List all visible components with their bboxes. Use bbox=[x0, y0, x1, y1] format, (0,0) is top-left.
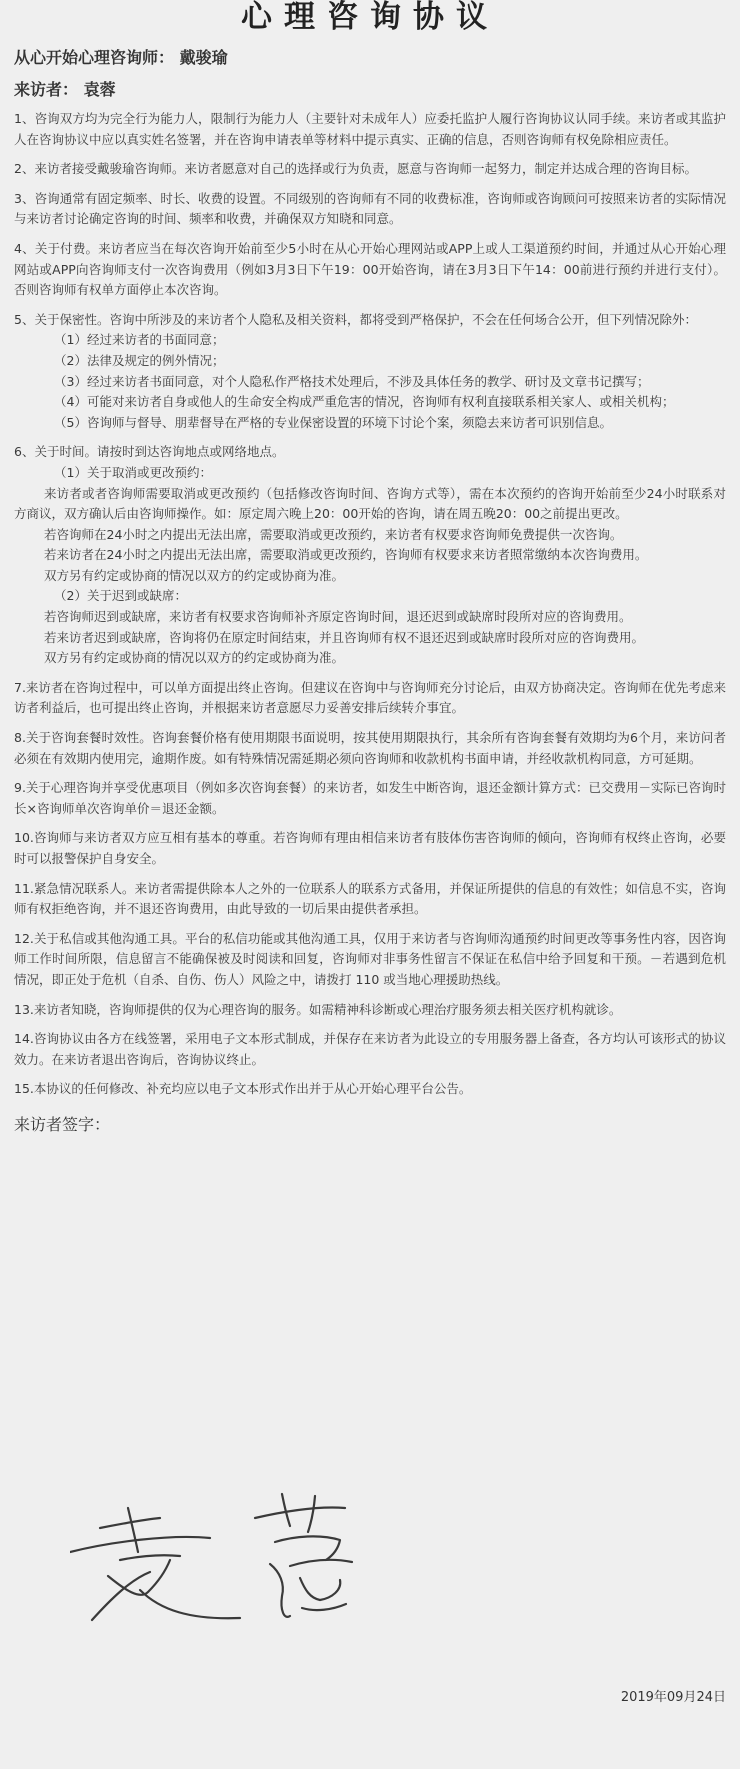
clause-text: 15.本协议的任何修改、补充均应以电子文本形式作出并于从心开始心理平台公告。 bbox=[14, 1081, 472, 1097]
clause-gap bbox=[14, 1020, 726, 1029]
clause-gap bbox=[14, 769, 726, 778]
page-title: 心理咨询协议 bbox=[241, 0, 499, 35]
clause-text: 1、咨询双方均为完全行为能力人，限制行为能力人（主要针对未成年人）应委托监护人履行咨询协议认同手续。来访者或其监护人在咨询协议中应以真实姓名签署，并在咨询申请表单等材料中提示真实、正确的信息，否则咨询师有权免除相应责任。 bbox=[14, 111, 726, 147]
clause-1 bbox=[14, 109, 726, 150]
clause-gap bbox=[14, 1070, 726, 1079]
clause-11 bbox=[14, 879, 726, 920]
clause-subitem: （2）关于迟到或缺席： bbox=[54, 588, 187, 604]
clause-text: 3、咨询通常有固定频率、时长、收费的设置。不同级别的咨询师有不同的收费标准，咨询师或咨询顾问可按照来访者的实际情况与来访者讨论确定咨询的时间、频率和收费，并确保双方知晓和同意。 bbox=[14, 190, 726, 227]
clause-text: 9.关于心理咨询并享受优惠项目（例如多次咨询套餐）的来访者，如发生中断咨询，退还金额计算方式：已交费用－实际已咨询时长×咨询师单次咨询单价＝退还金额。 bbox=[14, 780, 726, 816]
clause-3 bbox=[14, 189, 726, 230]
clause-text: 12.关于私信或其他沟通工具。平台的私信功能或其他沟通工具，仅用于来访者与咨询师沟通预约时间更改等事务性内容，因咨询师工作时间所限，信息留言不能确保被及时阅读和回复，咨询师对非事务性留言不保证在私信中给予回复和干预。－若遇到危机情况，即正处于危机（自杀、自伤、伤人）风险之中，请拨打 110 或当地心理援助热线。 bbox=[14, 930, 726, 987]
clause-text: 5、关于保密性。咨询中所涉及的来访者个人隐私及相关资料，都将受到严格保护，不会在任何场合公开，但下列情况除外： bbox=[14, 311, 697, 327]
clause-text: 10.咨询师与来访者双方应互相有基本的尊重。若咨询师有理由相信来访者有肢体伤害咨询师的倾向，咨询师有权终止咨询，必要时可以报警保护自身安全。 bbox=[14, 830, 726, 866]
clause-gap bbox=[14, 150, 726, 159]
signature-label: 来访者签字： bbox=[14, 1114, 111, 1134]
clause-gap bbox=[14, 991, 726, 1000]
clause-gap bbox=[14, 433, 726, 442]
clause-text: 2、来访者接受戴骏瑜咨询师。来访者愿意对自己的选择或行为负责，愿意与咨询师一起努力，制定并达成合理的咨询目标。 bbox=[14, 161, 697, 177]
clause-text: 11.紧急情况联系人。来访者需提供除本人之外的一位联系人的联系方式备用，并保证所提供的信息的有效性；如信息不实，咨询师有权拒绝咨询，并不退还咨询费用，由此导致的一切后果由提供者承担。 bbox=[14, 880, 726, 917]
clause-text: 14.咨询协议由各方在线签署，采用电子文本形式制成，并保存在来访者为此设立的专用服务器上备查，各方均认可该形式的协议效力。在来访者退出咨询后，咨询协议终止。 bbox=[14, 1031, 726, 1067]
clause-gap bbox=[14, 100, 726, 109]
clause-6 bbox=[14, 442, 726, 669]
clause-gap bbox=[14, 669, 726, 678]
clause-subitem: 若来访者在24小时之内提出无法出席，需要取消或更改预约，咨询师有权要求来访者照常缴纳本次咨询费用。 bbox=[44, 547, 648, 563]
clause-gap bbox=[14, 920, 726, 929]
signing-date: 2019年09月24日 bbox=[620, 1690, 726, 1705]
clause-4 bbox=[14, 239, 726, 301]
client-line: 来访者： 袁蓉 bbox=[14, 80, 116, 99]
counselor-line: 从心开始心理咨询师： 戴骏瑜 bbox=[14, 48, 228, 67]
clause-5 bbox=[14, 310, 726, 434]
clause-subitem: 若咨询师迟到或缺席，来访者有权要求咨询师补齐原定咨询时间，退还迟到或缺席时段所对应的咨询费用。 bbox=[44, 609, 632, 625]
clause-subitem: （4）可能对来访者自身或他人的生命安全构成严重危害的情况，咨询师有权利直接联系相关家人、或相关机构； bbox=[54, 394, 675, 410]
clause-subitem: 双方另有约定或协商的情况以双方的约定或协商为准。 bbox=[44, 650, 345, 666]
clause-gap bbox=[14, 230, 726, 239]
clause-7 bbox=[14, 678, 726, 719]
clause-15 bbox=[14, 1079, 726, 1100]
clause-gap bbox=[14, 301, 726, 310]
clause-text: 13.来访者知晓，咨询师提供的仅为心理咨询的服务。如需精神科诊断或心理治疗服务须去相关医疗机构就诊。 bbox=[14, 1001, 622, 1017]
clause-subitem: （1）经过来访者的书面同意； bbox=[54, 332, 225, 348]
clause-subitem: 若来访者迟到或缺席，咨询将仍在原定时间结束，并且咨询师有权不退还迟到或缺席时段所对应的咨询费用。 bbox=[44, 629, 645, 645]
clause-text: 4、关于付费。来访者应当在每次咨询开始前至少5小时在从心开始心理网站或APP上或人工渠道预约时间，并通过从心开始心理网站或APP向咨询师支付一次咨询费用（例如3月3日下午19：00开始咨询，请在3月3日下午14：00前进行预约并进行支付）。否则咨询师有权单方面停止本次咨询。 bbox=[14, 240, 726, 298]
clause-13 bbox=[14, 1000, 726, 1021]
clause-12 bbox=[14, 929, 726, 991]
clause-subitem: （1）关于取消或更改预约： bbox=[54, 464, 212, 480]
clause-gap bbox=[14, 819, 726, 828]
clause-subitem: 若咨询师在24小时之内提出无法出席，需要取消或更改预约，来访者有权要求咨询师免费提供一次咨询。 bbox=[44, 526, 623, 542]
clause-8 bbox=[14, 728, 726, 769]
clause-text: 8.关于咨询套餐时效性。咨询套餐价格有使用期限书面说明，按其使用期限执行，其余所有咨询套餐有效期均为6个月，来访问者必须在有效期内使用完，逾期作废。如有特殊情况需延期必须向咨询师和收款机构书面申请，并经收款机构同意，方可延期。 bbox=[14, 730, 726, 766]
agreement-clauses bbox=[14, 100, 726, 1100]
clause-9 bbox=[14, 778, 726, 819]
clause-subitem: 来访者或者咨询师需要取消或更改预约（包括修改咨询时间、咨询方式等），需在本次预约的咨询开始前至少24小时联系对方商议，双方确认后由咨询师操作。如：原定周六晚上20：00开始的咨询，请在周五晚20：00之前提出更改。 bbox=[14, 485, 726, 522]
clause-text: 7.来访者在咨询过程中，可以单方面提出终止咨询。但建议在咨询中与咨询师充分讨论后，由双方协商决定。咨询师在优先考虑来访者利益后，也可提出终止咨询，并根据来访者意愿尽力妥善安排后续转介事宜。 bbox=[14, 679, 726, 716]
clause-subitem: （3）经过来访者书面同意，对个人隐私作严格技术处理后，不涉及具体任务的教学、研讨及文章书记撰写； bbox=[54, 373, 650, 389]
signature-text: 袁蓉 bbox=[70, 1480, 72, 1481]
clause-10 bbox=[14, 828, 726, 869]
clause-subitem: 双方另有约定或协商的情况以双方的约定或协商为准。 bbox=[44, 567, 345, 583]
clause-gap bbox=[14, 719, 726, 728]
clause-14 bbox=[14, 1029, 726, 1070]
clause-gap bbox=[14, 870, 726, 879]
clause-subitem: （2）法律及规定的例外情况； bbox=[54, 352, 225, 368]
clause-gap bbox=[14, 180, 726, 189]
clause-subitem: （5）咨询师与督导、朋辈督导在严格的专业保密设置的环境下讨论个案，须隐去来访者可识别信息。 bbox=[54, 414, 612, 430]
clause-text: 6、关于时间。请按时到达咨询地点或网络地点。 bbox=[14, 444, 285, 460]
handwritten-signature bbox=[70, 1480, 400, 1640]
clause-2 bbox=[14, 159, 726, 180]
